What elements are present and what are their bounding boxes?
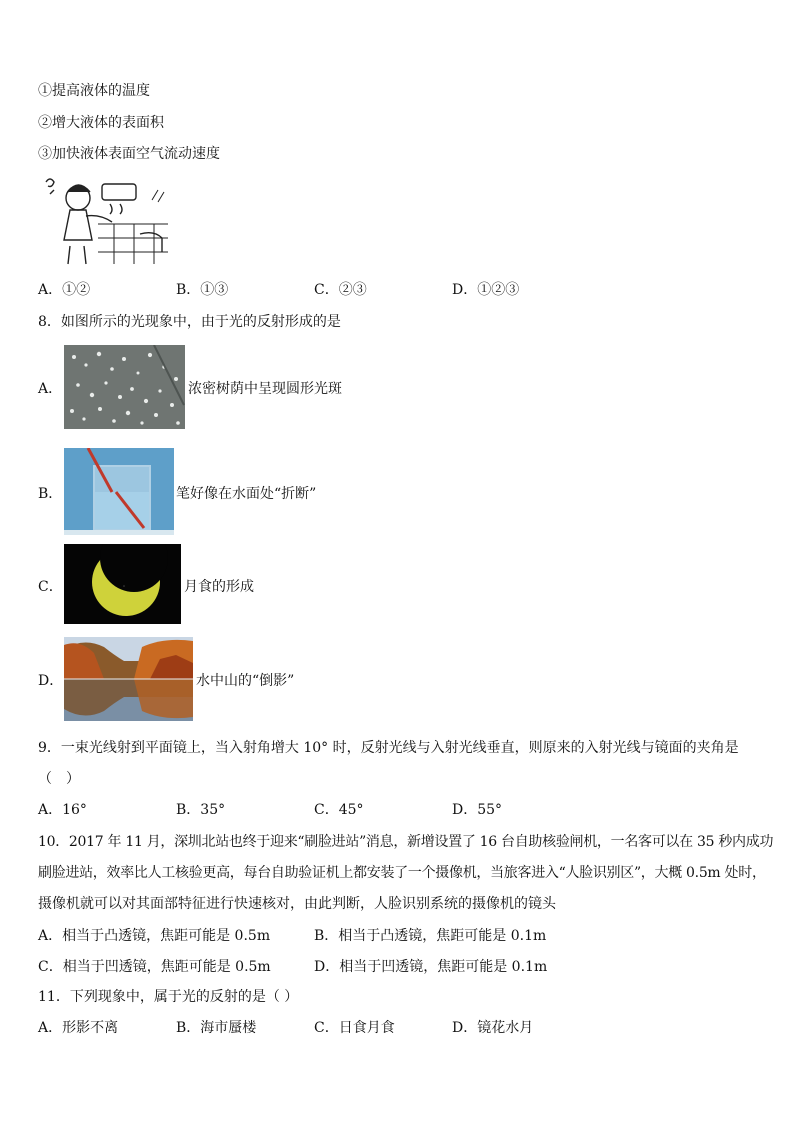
q8-option-c-letter: C．: [38, 579, 63, 595]
q8-stem: 8．如图所示的光现象中，由于光的反射形成的是: [38, 314, 341, 330]
q7-option-b: B．①③: [176, 282, 229, 298]
q11-option-a: A．形影不离: [38, 1020, 119, 1036]
q8-option-d-letter: D．: [38, 673, 64, 689]
q8-option-b-letter: B．: [38, 486, 63, 502]
q10-stem-line1: 10．2017 年 11 月，深圳北站也终于迎来“刷脸进站”消息，新增设置了 16 台自助核验闸机，一名客可以在 35 秒内成功: [38, 834, 774, 850]
q7-item-2: ②增大液体的表面积: [38, 115, 164, 131]
q9-stem-line2: （ ）: [38, 771, 80, 787]
q8-option-a-letter: A．: [38, 381, 63, 397]
hand-dryer-illustration: [40, 172, 170, 268]
lunar-eclipse-photo: [64, 544, 181, 624]
mountain-reflection-photo: [64, 637, 193, 721]
q8-option-b-caption: 笔好像在水面处“折断”: [176, 486, 317, 502]
q9-stem-line1: 9．一束光线射到平面镜上，当入射角增大 10° 时，反射光线与入射光线垂直，则原来的入射光线与镜面的夹角是: [38, 740, 739, 756]
q10-option-c: C．相当于凹透镜，焦距可能是 0.5m: [38, 959, 271, 975]
q9-option-b: B．35°: [176, 802, 226, 818]
q7-option-d: D．①②③: [452, 282, 520, 298]
q11-option-d: D．镜花水月: [452, 1020, 534, 1036]
q11-stem: 11．下列现象中，属于光的反射的是（ ）: [38, 989, 299, 1005]
q8-option-a-caption: 浓密树荫中呈现圆形光斑: [188, 381, 342, 397]
q8-option-d-caption: 水中山的“倒影”: [196, 673, 295, 689]
q9-option-c: C．45°: [314, 802, 364, 818]
q10-stem-line3: 摄像机就可以对其面部特征进行快速核对，由此判断，人脸识别系统的摄像机的镜头: [38, 896, 556, 912]
q10-option-b: B．相当于凸透镜，焦距可能是 0.1m: [314, 928, 547, 944]
q7-item-3: ③加快液体表面空气流动速度: [38, 146, 220, 162]
q9-option-d: D．55°: [452, 802, 503, 818]
pen-in-water-glass-photo: [64, 448, 174, 535]
q10-option-d: D．相当于凹透镜，焦距可能是 0.1m: [314, 959, 548, 975]
q10-stem-line2: 刷脸进站，效率比人工核验更高，每台自助验证机上都安装了一个摄像机，当旅客进入“人脸识别区”，大概 0.5m 处时，: [38, 865, 766, 881]
q10-option-a: A．相当于凸透镜，焦距可能是 0.5m: [38, 928, 271, 944]
q11-option-c: C．日食月食: [314, 1020, 395, 1036]
q8-option-c-caption: 月食的形成: [184, 579, 254, 595]
q11-option-b: B．海市蜃楼: [176, 1020, 257, 1036]
q7-option-c: C．②③: [314, 282, 367, 298]
q7-option-a: A．①②: [38, 282, 91, 298]
tree-shade-light-spots-photo: [64, 345, 185, 429]
q9-option-a: A．16°: [38, 802, 87, 818]
q7-item-1: ①提高液体的温度: [38, 83, 150, 99]
